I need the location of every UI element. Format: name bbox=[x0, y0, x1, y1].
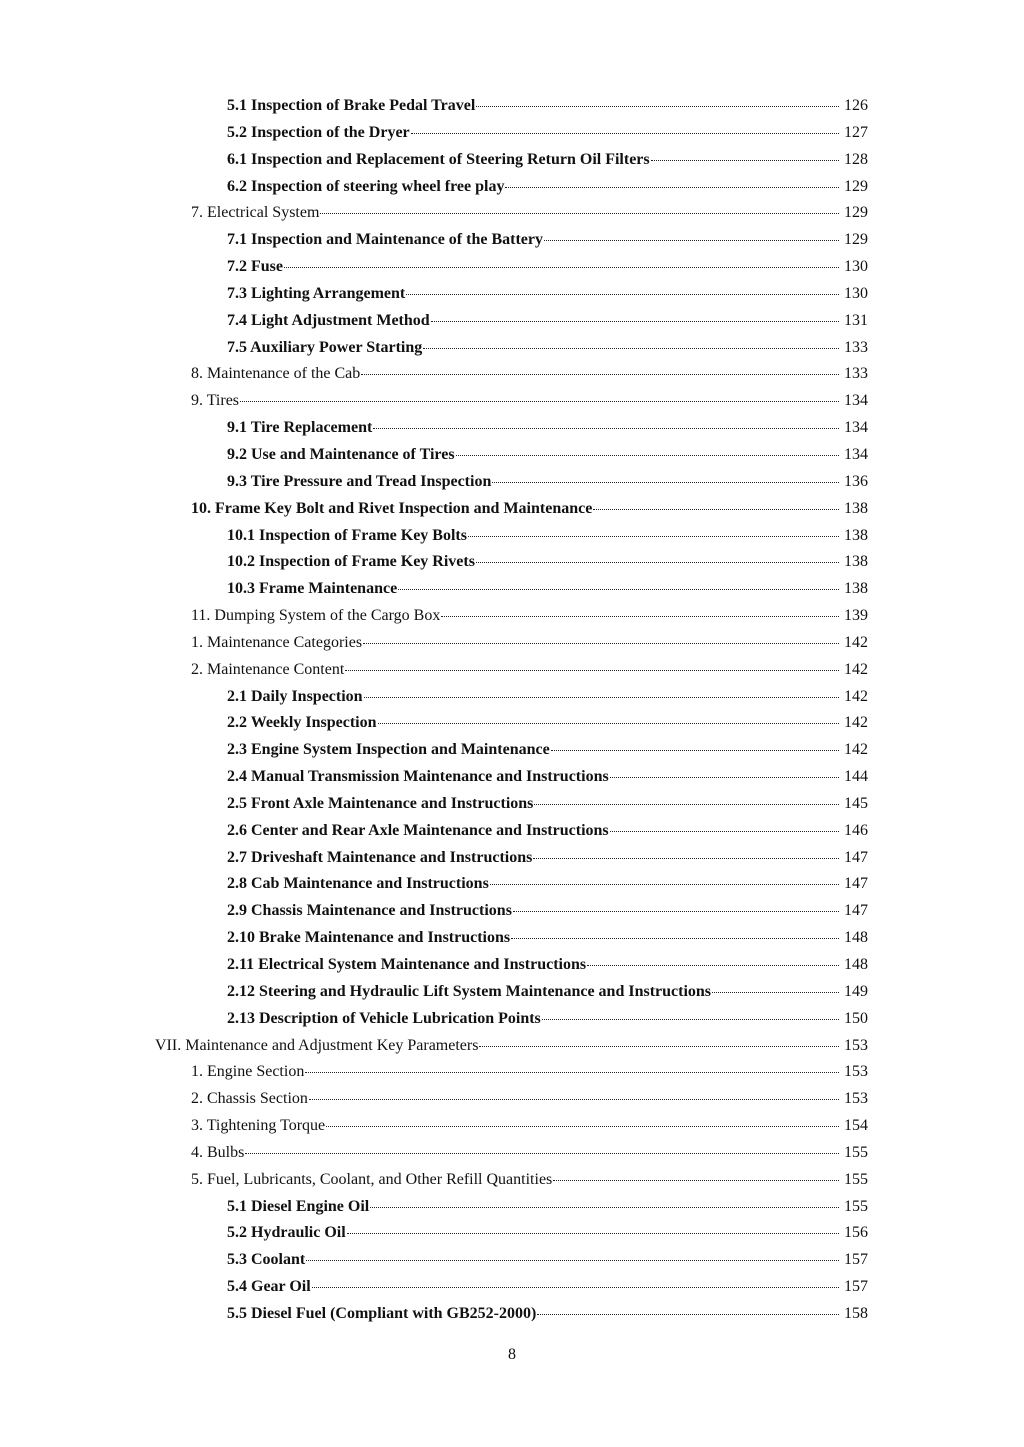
toc-entry[interactable] bbox=[0, 1220, 1024, 1247]
toc-entry-title: 1. Maintenance Categories bbox=[191, 633, 363, 651]
toc-entry-page: 131 bbox=[844, 311, 868, 329]
toc-entry-page: 130 bbox=[844, 258, 868, 276]
toc-dot-leader bbox=[364, 681, 839, 698]
toc-entry-page: 150 bbox=[844, 1009, 868, 1027]
toc-dot-leader bbox=[309, 1083, 839, 1100]
toc-dot-leader bbox=[544, 224, 839, 241]
toc-dot-leader bbox=[361, 358, 839, 375]
toc-entry[interactable] bbox=[0, 174, 1024, 201]
toc-entry-page: 154 bbox=[844, 1117, 868, 1135]
toc-dot-leader bbox=[326, 1110, 839, 1127]
toc-entry[interactable] bbox=[0, 791, 1024, 818]
page-number: 8 bbox=[508, 1346, 516, 1363]
toc-entry-title: 7. Electrical System bbox=[191, 204, 320, 222]
toc-entry-title: 1. Engine Section bbox=[191, 1063, 305, 1081]
toc-entry[interactable] bbox=[0, 1247, 1024, 1274]
toc-entry-page: 142 bbox=[844, 660, 868, 678]
toc-entry[interactable] bbox=[0, 1059, 1024, 1086]
toc-dot-leader bbox=[492, 466, 839, 483]
toc-entry-page: 138 bbox=[844, 526, 868, 544]
toc-dot-leader bbox=[245, 1137, 839, 1154]
toc-entry-page: 147 bbox=[844, 875, 868, 893]
toc-entry-page: 127 bbox=[844, 123, 868, 141]
toc-entry-title: 5.1 Inspection of Brake Pedal Travel bbox=[227, 97, 476, 114]
toc-entry-page: 153 bbox=[844, 1036, 868, 1054]
toc-entry[interactable] bbox=[0, 1140, 1024, 1167]
toc-entry-page: 138 bbox=[844, 553, 868, 571]
toc-entry-title: 5.2 Hydraulic Oil bbox=[227, 1224, 346, 1242]
toc-entry-title: 11. Dumping System of the Cargo Box bbox=[191, 607, 441, 625]
toc-entry[interactable] bbox=[0, 845, 1024, 872]
toc-entry[interactable] bbox=[0, 898, 1024, 925]
toc-entry-page: 142 bbox=[844, 741, 868, 759]
toc-entry[interactable] bbox=[0, 871, 1024, 898]
toc-entry[interactable] bbox=[0, 469, 1024, 496]
toc-entry-page: 142 bbox=[844, 687, 868, 705]
toc-entry[interactable] bbox=[0, 200, 1024, 227]
toc-dot-leader bbox=[240, 385, 839, 402]
toc-entry-page: 158 bbox=[844, 1304, 868, 1322]
toc-entry[interactable] bbox=[0, 361, 1024, 388]
toc-entry-title: 9.1 Tire Replacement bbox=[227, 419, 373, 437]
toc-entry[interactable] bbox=[0, 737, 1024, 764]
toc-dot-leader bbox=[347, 1217, 839, 1234]
toc-entry[interactable] bbox=[0, 1301, 1024, 1328]
toc-dot-leader bbox=[610, 815, 839, 832]
toc-dot-leader bbox=[431, 305, 839, 322]
toc-entry[interactable] bbox=[0, 388, 1024, 415]
toc-entry-page: 156 bbox=[844, 1224, 868, 1242]
toc-dot-leader bbox=[537, 1298, 839, 1315]
toc-entry-page: 142 bbox=[844, 633, 868, 651]
toc-dot-leader bbox=[363, 627, 839, 644]
toc-entry-title: 6.2 Inspection of steering wheel free play bbox=[227, 177, 505, 195]
toc-entry-page: 139 bbox=[844, 607, 868, 625]
toc-entry-title: 5.4 Gear Oil bbox=[227, 1278, 311, 1296]
toc-dot-leader bbox=[551, 734, 839, 751]
toc-entry[interactable] bbox=[0, 952, 1024, 979]
toc-entry[interactable] bbox=[0, 630, 1024, 657]
toc-entry[interactable] bbox=[0, 684, 1024, 711]
toc-entry-page: 128 bbox=[844, 150, 868, 168]
toc-entry[interactable] bbox=[0, 227, 1024, 254]
toc-entry-page: 134 bbox=[844, 419, 868, 437]
toc-entry-title: 9.3 Tire Pressure and Tread Inspection bbox=[227, 472, 492, 490]
toc-entry-title: 2.5 Front Axle Maintenance and Instructions bbox=[227, 794, 534, 812]
toc-entry-title: 2. Maintenance Content bbox=[191, 660, 345, 678]
toc-entry[interactable] bbox=[0, 657, 1024, 684]
toc-entry[interactable] bbox=[0, 764, 1024, 791]
toc-entry[interactable] bbox=[0, 120, 1024, 147]
toc-entry-title: 2.11 Electrical System Maintenance and Instructions bbox=[227, 956, 587, 973]
toc-dot-leader bbox=[423, 332, 839, 349]
toc-dot-leader bbox=[345, 654, 839, 671]
toc-entry-title: 2.9 Chassis Maintenance and Instructions bbox=[227, 902, 512, 920]
toc-entry-title: 2.3 Engine System Inspection and Maintenance bbox=[227, 741, 550, 759]
toc-dot-leader bbox=[284, 251, 839, 268]
toc-entry-page: 126 bbox=[844, 97, 868, 114]
toc-entry-title: 5.2 Inspection of the Dryer bbox=[227, 123, 410, 141]
toc-entry-title: 5.1 Diesel Engine Oil bbox=[227, 1197, 370, 1215]
toc-entry[interactable] bbox=[0, 1274, 1024, 1301]
toc-dot-leader bbox=[373, 412, 839, 429]
toc-dot-leader bbox=[651, 144, 839, 161]
toc-entry-title: 6.1 Inspection and Replacement of Steering Return Oil Filters bbox=[227, 150, 650, 168]
toc-entry-page: 145 bbox=[844, 794, 868, 812]
toc-dot-leader bbox=[610, 761, 839, 778]
toc-entry-page: 129 bbox=[844, 204, 868, 222]
toc-entry-title: 2.4 Manual Transmission Maintenance and Instructions bbox=[227, 768, 609, 786]
toc-dot-leader bbox=[305, 1056, 839, 1073]
toc-entry-title: 8. Maintenance of the Cab bbox=[191, 365, 361, 383]
toc-dot-leader bbox=[479, 1030, 839, 1047]
toc-entry-title: 10. Frame Key Bolt and Rivet Inspection and Maintenance bbox=[191, 499, 593, 517]
toc-dot-leader bbox=[533, 842, 839, 859]
toc-entry[interactable] bbox=[0, 1167, 1024, 1194]
toc-entry[interactable] bbox=[0, 496, 1024, 523]
toc-dot-leader bbox=[534, 788, 839, 805]
toc-dot-leader bbox=[476, 90, 839, 107]
toc-dot-leader bbox=[411, 117, 839, 134]
toc-entry[interactable] bbox=[0, 1086, 1024, 1113]
toc-dot-leader bbox=[378, 707, 840, 724]
toc-entry[interactable] bbox=[0, 147, 1024, 174]
toc-entry[interactable] bbox=[0, 442, 1024, 469]
toc-entry[interactable] bbox=[0, 1194, 1024, 1221]
toc-entry-page: 146 bbox=[844, 821, 868, 839]
toc-entry-page: 147 bbox=[844, 848, 868, 866]
toc-entry-title: 7.3 Lighting Arrangement bbox=[227, 284, 406, 302]
toc-entry-page: 155 bbox=[844, 1143, 868, 1161]
toc-entry-title: 2. Chassis Section bbox=[191, 1090, 308, 1108]
toc-entry-title: 3. Tightening Torque bbox=[191, 1117, 326, 1135]
toc-entry-title: 2.6 Center and Rear Axle Maintenance and Instructions bbox=[227, 821, 609, 839]
toc-entry-page: 138 bbox=[844, 499, 868, 517]
toc-entry-page: 147 bbox=[844, 902, 868, 920]
toc-entry[interactable] bbox=[0, 1113, 1024, 1140]
toc-entry-page: 138 bbox=[844, 580, 868, 598]
toc-dot-leader bbox=[511, 922, 839, 939]
toc-entry[interactable] bbox=[0, 818, 1024, 845]
toc-entry-page: 134 bbox=[844, 445, 868, 463]
toc-dot-leader bbox=[312, 1271, 839, 1288]
toc-entry-title: 2.12 Steering and Hydraulic Lift System Maintenance and Instructions bbox=[227, 982, 712, 1000]
toc-entry-title: 7.1 Inspection and Maintenance of the Battery bbox=[227, 231, 543, 249]
toc-entry-page: 153 bbox=[844, 1090, 868, 1108]
toc-entry-page: 155 bbox=[844, 1197, 868, 1215]
toc-entry[interactable] bbox=[0, 93, 1024, 120]
toc-dot-leader bbox=[593, 493, 839, 510]
toc-entry-page: 149 bbox=[844, 982, 868, 1000]
toc-entry-page: 129 bbox=[844, 231, 868, 249]
toc-entry-title: 2.1 Daily Inspection bbox=[227, 687, 363, 705]
toc-entry-title: 10.3 Frame Maintenance bbox=[227, 580, 398, 598]
toc-dot-leader bbox=[553, 1164, 839, 1181]
toc-dot-leader bbox=[476, 546, 839, 563]
toc-entry-page: 130 bbox=[844, 284, 868, 302]
toc-dot-leader bbox=[505, 171, 839, 188]
toc-entry-page: 136 bbox=[844, 472, 868, 490]
toc-entry[interactable] bbox=[0, 549, 1024, 576]
toc-dot-leader bbox=[456, 439, 839, 456]
toc-entry[interactable] bbox=[0, 1006, 1024, 1033]
toc-entry[interactable] bbox=[0, 603, 1024, 630]
toc-entry-page: 153 bbox=[844, 1063, 868, 1081]
toc-entry-page: 134 bbox=[844, 392, 868, 410]
toc-entry-title: 5.3 Coolant bbox=[227, 1251, 306, 1269]
toc-entry-page: 157 bbox=[844, 1278, 868, 1296]
toc-entry[interactable] bbox=[0, 281, 1024, 308]
toc-dot-leader bbox=[468, 520, 839, 537]
toc-entry-page: 133 bbox=[844, 365, 868, 383]
toc-entry[interactable] bbox=[0, 254, 1024, 281]
toc-entry-title: 7.4 Light Adjustment Method bbox=[227, 311, 430, 329]
toc-dot-leader bbox=[306, 1244, 839, 1261]
toc-dot-leader bbox=[320, 197, 839, 214]
toc-entry-title: 7.2 Fuse bbox=[227, 258, 283, 276]
toc-entry-page: 142 bbox=[844, 714, 868, 732]
toc-entry-title: 10.2 Inspection of Frame Key Rivets bbox=[227, 553, 475, 571]
toc-entry-title: 2.13 Description of Vehicle Lubrication Points bbox=[227, 1009, 541, 1027]
toc-entry-page: 148 bbox=[844, 956, 868, 973]
toc-entry-title: 10.1 Inspection of Frame Key Bolts bbox=[227, 526, 467, 544]
toc-entry[interactable] bbox=[0, 576, 1024, 603]
toc-entry[interactable] bbox=[0, 308, 1024, 335]
toc-dot-leader bbox=[513, 895, 839, 912]
toc-entry-title: 5. Fuel, Lubricants, Coolant, and Other Refill Quantities bbox=[191, 1170, 553, 1188]
toc-entry[interactable] bbox=[0, 523, 1024, 550]
toc-entry-title: 5.5 Diesel Fuel (Compliant with GB252-2000) bbox=[227, 1304, 537, 1322]
toc-entry[interactable] bbox=[0, 979, 1024, 1006]
toc-dot-leader bbox=[370, 1191, 839, 1208]
toc-entry-page: 148 bbox=[844, 929, 868, 947]
toc-entry-title: VII. Maintenance and Adjustment Key Parameters bbox=[155, 1036, 479, 1054]
toc-entry-title: 2.8 Cab Maintenance and Instructions bbox=[227, 875, 489, 893]
toc-entry[interactable] bbox=[0, 925, 1024, 952]
toc-dot-leader bbox=[441, 600, 839, 617]
toc-entry-page: 133 bbox=[844, 338, 868, 356]
table-of-contents bbox=[0, 93, 1024, 1328]
toc-dot-leader bbox=[712, 976, 839, 993]
toc-entry-page: 144 bbox=[844, 768, 868, 786]
toc-dot-leader bbox=[406, 278, 839, 295]
toc-entry-title: 2.2 Weekly Inspection bbox=[227, 714, 377, 732]
toc-dot-leader bbox=[490, 868, 839, 885]
toc-entry[interactable] bbox=[0, 1033, 1024, 1060]
toc-entry-title: 9. Tires bbox=[191, 392, 240, 410]
toc-dot-leader bbox=[542, 1003, 839, 1020]
toc-dot-leader bbox=[398, 573, 839, 590]
toc-entry-title: 2.7 Driveshaft Maintenance and Instructions bbox=[227, 848, 533, 866]
toc-entry-page: 129 bbox=[844, 177, 868, 195]
toc-entry[interactable] bbox=[0, 335, 1024, 362]
toc-entry[interactable] bbox=[0, 415, 1024, 442]
toc-entry-page: 157 bbox=[844, 1251, 868, 1269]
toc-dot-leader bbox=[587, 949, 839, 966]
toc-entry-title: 9.2 Use and Maintenance of Tires bbox=[227, 445, 455, 463]
toc-entry-title: 7.5 Auxiliary Power Starting bbox=[227, 338, 423, 356]
toc-entry-page: 155 bbox=[844, 1170, 868, 1188]
toc-entry-title: 2.10 Brake Maintenance and Instructions bbox=[227, 929, 511, 947]
toc-entry[interactable] bbox=[0, 710, 1024, 737]
toc-entry-title: 4. Bulbs bbox=[191, 1143, 245, 1161]
